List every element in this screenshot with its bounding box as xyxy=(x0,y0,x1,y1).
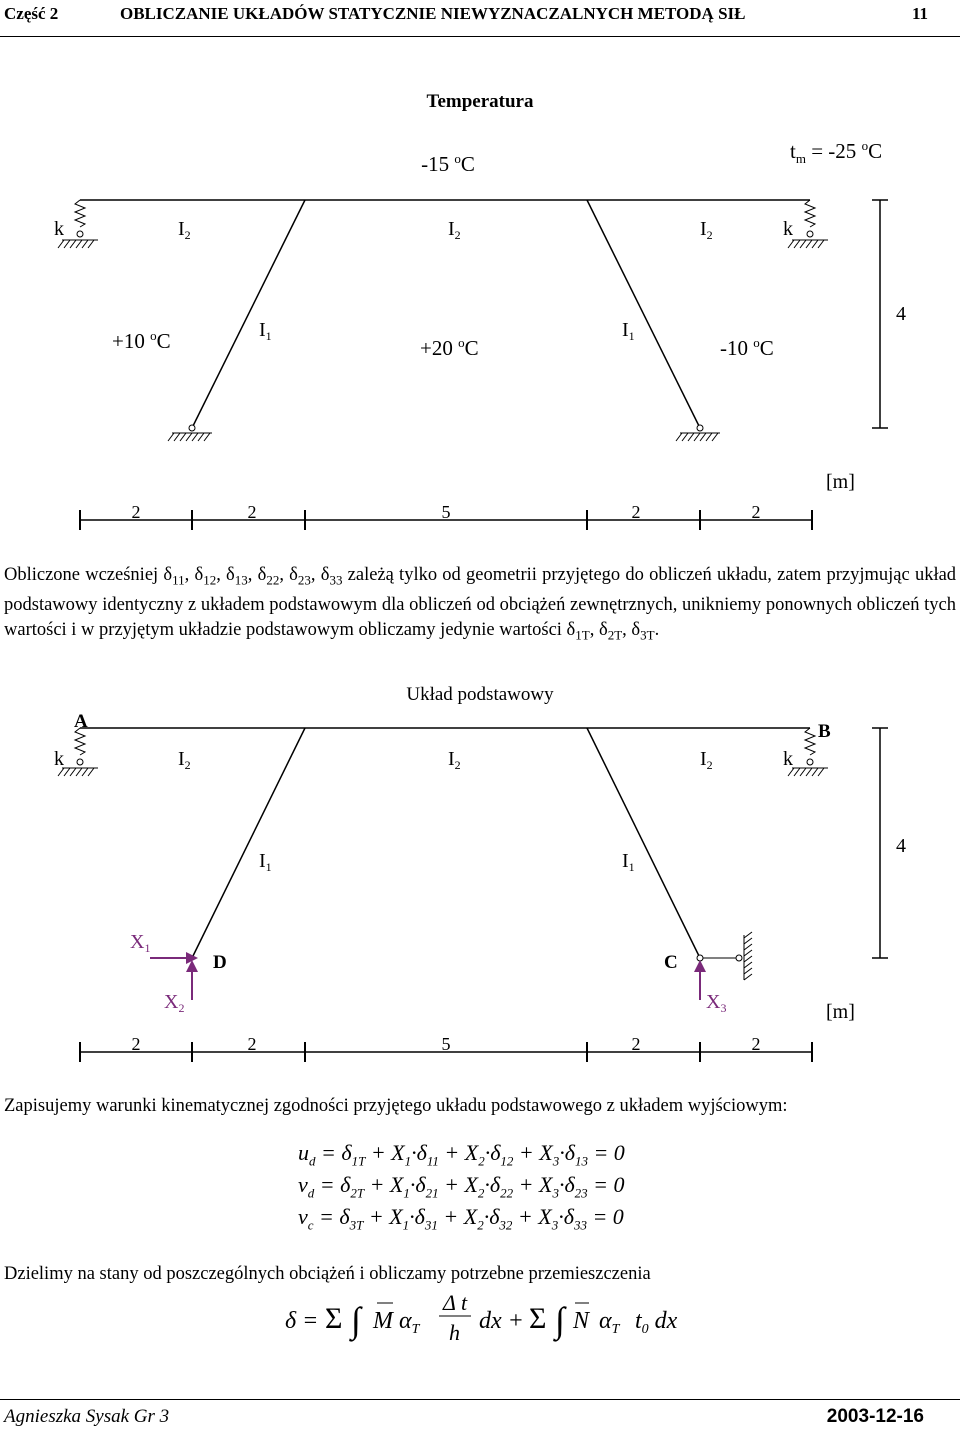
fig1-unit: [m] xyxy=(826,471,855,493)
fig2-span-3: 5 xyxy=(441,1034,451,1054)
author: Agnieszka Sysak Gr 3 xyxy=(4,1406,170,1427)
svg-text:αT: $\alpha_T$ xyxy=(599,1308,620,1337)
fig2-unit: [m] xyxy=(826,1001,855,1023)
fig2-span-2: 2 xyxy=(247,1034,257,1054)
fig2-span-5: 2 xyxy=(751,1034,761,1054)
equation-vd: $v_d = \delta_{2T} + X_1\cdot\delta_{21} + X_2\cdot\delta_{22} + X_3\cdot\delta_{23} = 0$ xyxy=(298,1172,625,1201)
temperature-frame-figure xyxy=(0,80,960,540)
svg-text:αT: $\alpha_T$ xyxy=(399,1308,420,1337)
page-footer xyxy=(0,1399,960,1433)
page-header xyxy=(0,0,960,37)
fig1-height: 4 xyxy=(896,303,906,325)
displacement-formula xyxy=(285,1288,745,1358)
fig2-span-1: 2 xyxy=(131,1034,141,1054)
chapter-title: OBLICZANIE UKŁADÓW STATYCZNIE NIEWYZNACZALNYCH METODĄ SIŁ xyxy=(120,4,746,23)
svg-text:Δ t: Δ t xyxy=(443,1290,468,1315)
svg-text:Σ: Σ xyxy=(325,1302,343,1335)
compatibility-equations xyxy=(298,1140,625,1236)
fig2-title: Układ podstawowy xyxy=(406,684,554,705)
svg-text:Σ: Σ xyxy=(529,1302,547,1335)
paragraph-intro: Obliczone wcześniej $\delta_{11}$, $\delta_{12}$, $\delta_{13}$, $\delta_{22}$, $\delta_{23}$, $\delta_{33}$ zależą tylko od geometrii przyjętego do obliczeń układu, zatem przyjmując układ podstawowy identyczny z układem podstawowym dla obliczeń od obciążeń zewnętrznych, unikniemy ponownych obliczeń tych wartości i w przyjętym układzie podstawowym obliczamy jedynie wartości $\delta_{1T}$, $\delta_{2T}$, $\delta_{3T}$. xyxy=(4,565,957,643)
fig1-tm: $t_m = -25$ $^o$C xyxy=(790,138,883,166)
fig2-k-left: k xyxy=(54,748,64,770)
fig2-I2-a: $I_2$ xyxy=(178,748,191,772)
fig1-I2-a: $I_2$ xyxy=(178,218,191,242)
fig2-label-A: A xyxy=(74,711,88,732)
page-number: 11 xyxy=(912,4,929,23)
svg-text:dx +: dx + xyxy=(479,1308,524,1334)
paragraph-conditions: Zapisujemy warunki kinematycznej zgodności przyjętego układu podstawowego z układem wyjściowym: xyxy=(4,1096,788,1116)
fig2-I2-b: $I_2$ xyxy=(448,748,461,772)
fig1-span-5: 2 xyxy=(751,502,761,522)
fig2-label-C: C xyxy=(664,952,678,973)
fig1-t-left: +10 $^o$C xyxy=(112,328,171,353)
fig2-height: 4 xyxy=(896,835,906,857)
svg-text:∫: ∫ xyxy=(555,1300,565,1340)
fig1-span-1: 2 xyxy=(131,502,141,522)
primary-system-figure xyxy=(0,680,960,1070)
svg-text:h: h xyxy=(449,1320,460,1345)
fig2-label-B: B xyxy=(818,721,831,742)
equation-vc: $v_c = \delta_{3T} + X_1\cdot\delta_{31} + X_2\cdot\delta_{32} + X_3\cdot\delta_{33} = 0$ xyxy=(298,1204,624,1233)
svg-text:∫: ∫ xyxy=(351,1300,361,1340)
fig1-I2-c: $I_2$ xyxy=(700,218,713,242)
fig2-X3: $X_3$ xyxy=(706,991,727,1015)
svg-text:N: N xyxy=(573,1308,590,1334)
fig1-span-2: 2 xyxy=(247,502,257,522)
fig1-t-mid: +20 $^o$C xyxy=(420,335,479,360)
equation-ud: $u_d = \delta_{1T} + X_1\cdot\delta_{11} + X_2\cdot\delta_{12} + X_3\cdot\delta_{13} = 0$ xyxy=(298,1140,625,1169)
fig2-I1-a: $I_1$ xyxy=(259,850,272,874)
fig2-I2-c: $I_2$ xyxy=(700,748,713,772)
fig2-label-D: D xyxy=(213,952,227,973)
fig1-k-left: k xyxy=(54,218,64,240)
fig2-k-right: k xyxy=(783,748,793,770)
fig1-temp-top: -15 $^o$C xyxy=(421,151,475,176)
fig2-I1-b: $I_1$ xyxy=(622,850,635,874)
date: 2003-12-16 xyxy=(826,1406,924,1427)
fig2-span-4: 2 xyxy=(631,1034,641,1054)
svg-text:δ =: δ = xyxy=(285,1308,319,1334)
fig2-X1: $X_1$ xyxy=(130,931,151,955)
fig1-I1-a: $I_1$ xyxy=(259,319,272,343)
paragraph-states: Dzielimy na stany od poszczególnych obciążeń i obliczamy potrzebne przemieszczenia xyxy=(4,1264,651,1284)
fig1-I1-b: $I_1$ xyxy=(622,319,635,343)
part-label: Część 2 xyxy=(4,4,59,23)
fig1-span-4: 2 xyxy=(631,502,641,522)
fig2-X2: $X_2$ xyxy=(164,991,185,1015)
svg-text:M: M xyxy=(373,1308,393,1334)
svg-text:t0 dx: $t_0$ dx xyxy=(635,1308,678,1337)
fig1-t-right: -10 $^o$C xyxy=(720,335,774,360)
fig1-k-right: k xyxy=(783,218,793,240)
fig1-span-3: 5 xyxy=(441,502,451,522)
fig1-I2-b: $I_2$ xyxy=(448,218,461,242)
fig1-title: Temperatura xyxy=(426,91,534,112)
